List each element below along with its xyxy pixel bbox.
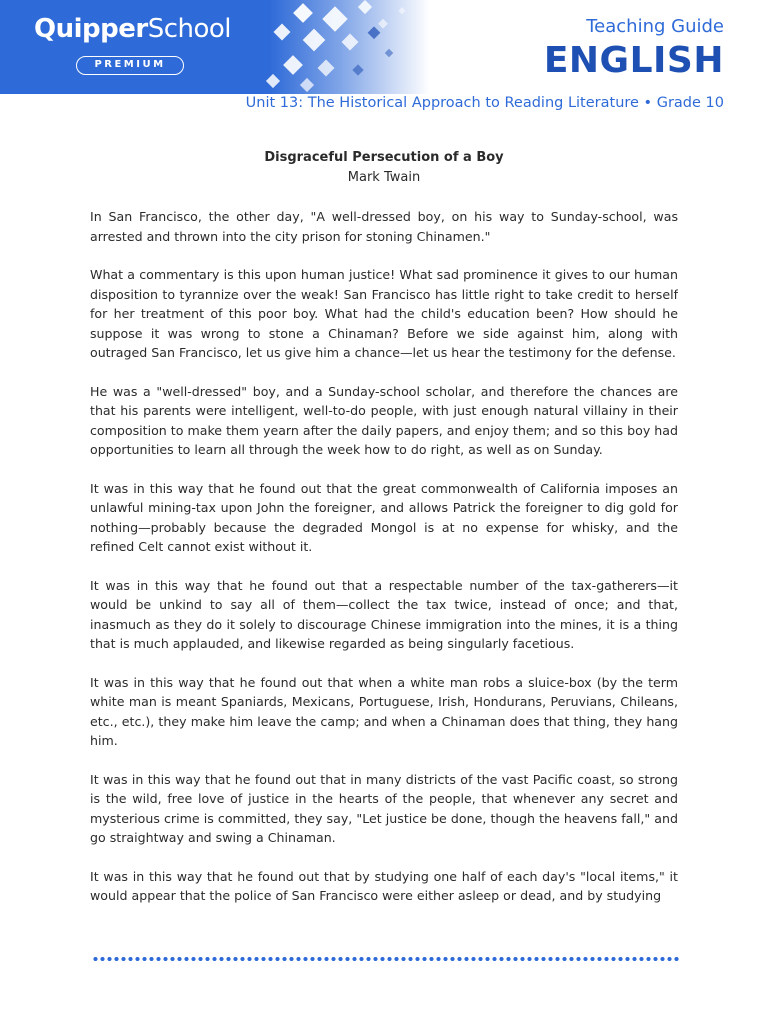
- document-body: [90, 207, 678, 925]
- brand-logo: [34, 14, 231, 44]
- paragraph: It was in this way that he found out that when a white man robs a sluice-box (by the term white man is meant Spaniards, Mexicans, Portuguese, Irish, Hondurans, Peruvians, Chileans, etc., etc.), they make him leave the camp; and when a Chinaman does that thing, they hang him.: [90, 674, 678, 748]
- paragraph: In San Francisco, the other day, "A well-dressed boy, on his way to Sunday-school, was arrested and thrown into the city prison for stoning Chinamen.": [90, 209, 678, 244]
- brand-logo-part2: School: [147, 14, 232, 44]
- diamond-pattern-graphic: [262, 0, 422, 94]
- page-header: [0, 0, 768, 94]
- footer-dotted-divider: [92, 956, 680, 962]
- paragraph: What a commentary is this upon human justice! What sad prominence it gives to our human disposition to tyrannize over the weak! San Francisco has little right to take credit to herself for her treatment of this poor boy. What had the child's education been? How should he suppose it was wrong to stone a Chinaman? Before we side against him, along with outraged San Francisco, let us give him a chance—let us hear the testimony for the defense.: [90, 267, 678, 360]
- document-title: Disgraceful Persecution of a Boy: [264, 150, 504, 165]
- document-author: Mark Twain: [347, 170, 421, 185]
- paragraph: It was in this way that he found out that the great commonwealth of California imposes an unlawful mining-tax upon John the foreigner, and allows Patrick the foreigner to dig gold for nothing—probably because the degraded Mongol is at no expense for whisky, and the refined Celt cannot exist without it.: [90, 480, 678, 554]
- paragraph: He was a "well-dressed" boy, and a Sunday-school scholar, and therefore the chances are that his parents were intelligent, well-to-do people, with just enough natural villainy in their composition to make them yearn after the daily papers, and enjoy them; and so this boy had opportunities to learn all through the week how to do right, as well as on Sunday.: [90, 383, 678, 457]
- brand-logo-part1: Quipper: [34, 14, 148, 44]
- teaching-guide-label: Teaching Guide: [586, 16, 724, 37]
- paragraph: It was in this way that he found out that a respectable number of the tax-gatherers—it would be unkind to say all of them—collect the tax twice, instead of once; and that, inasmuch as they do it solely to discourage Chinese immigration into the mines, it is a thing that is much applauded, and likewise regarded as being singularly facetious.: [90, 577, 678, 651]
- paragraph: It was in this way that he found out that in many districts of the vast Pacific coast, so strong is the wild, free love of justice in the hearts of the people, that whenever any secret and mysterious crime is committed, they say, "Let justice be done, though the heavens fall," and go straightway and swing a Chinaman.: [90, 771, 678, 845]
- premium-badge: PREMIUM: [76, 56, 184, 75]
- unit-grade-line: Unit 13: The Historical Approach to Reading Literature • Grade 10: [245, 95, 724, 111]
- paragraph: It was in this way that he found out that by studying one half of each day's "local items," it would appear that the police of San Francisco were either asleep or dead, and by studying: [90, 868, 678, 903]
- subject-title: ENGLISH: [543, 40, 724, 81]
